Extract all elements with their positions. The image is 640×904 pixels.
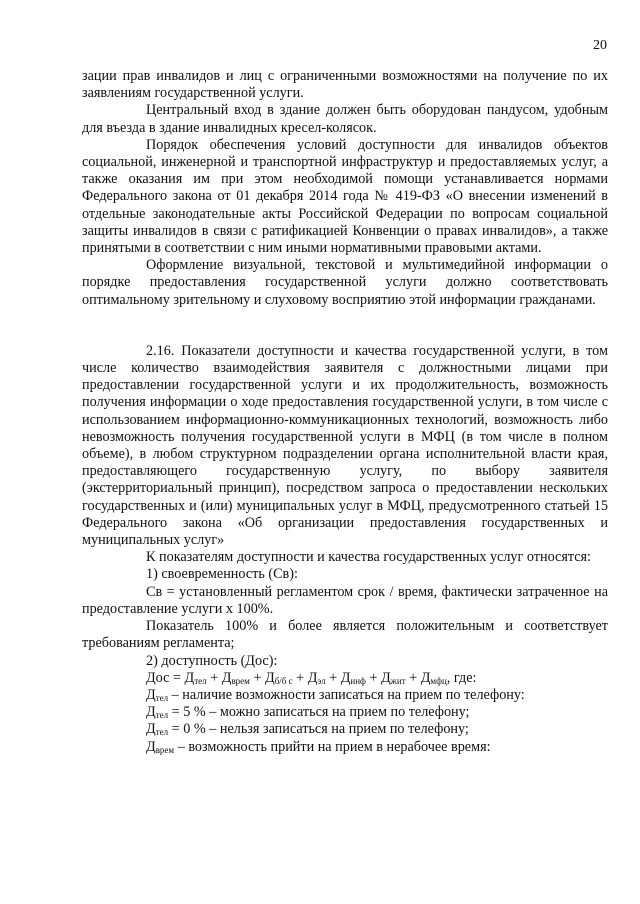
paragraph-continuation: зации прав инвалидов и лиц с ограниченными возможностями на получение по их заявлениям государственной услуги. <box>82 68 608 102</box>
paragraph-ramp: Центральный вход в здание должен быть оборудован пандусом, удобным для въезда в здание инвалидных кресел-колясок. <box>82 102 608 136</box>
list-item-timeliness: 1) своевременность (Св): <box>146 566 298 583</box>
paragraph-indicator-note: Показатель 100% и более является положительным и соответствует требованиям регламента; <box>82 618 608 652</box>
definition-dtel: $Д_{тел}$ – наличие возможности записаться на прием по телефону: <box>146 686 525 703</box>
formula-availability: Дос = $Д_{тел} + Д_{врем} + Д_{б/б с} + Д_{эл} + Д_{инф} + Д_{жит} + Д_{мфц}$, где: <box>146 669 477 686</box>
formula-timeliness: Св = установленный регламентом срок / время, фактически затраченное на предоставление услуги х 100%. <box>82 583 608 617</box>
document-body <box>82 68 608 756</box>
list-item-availability: 2) доступность (Дос): <box>146 652 278 669</box>
paragraph-accessibility-procedure: Порядок обеспечения условий доступности для инвалидов объектов социальной, инженерной и транспортной инфраструктур и предоставляемых услуг, а также оказания им при этом необходимой помощи устанавливается нормами Федерального закона от 01 декабря 2014 года № 419-ФЗ «О внесении изменений в отдельные законодательные акты Российской Федерации по вопросам социальной защиты инвалидов в связи с ратификацией Конвенции о правах инвалидов», а также принятыми в соответствии с ним иными нормативными правовыми актами. <box>82 136 608 257</box>
definition-dtel-5: $Д_{тел} = 5$ % – можно записаться на прием по телефону; <box>146 704 470 721</box>
paragraph-indicators-intro: К показателям доступности и качества государственных услуг относятся: <box>146 549 591 566</box>
paragraph-information-design: Оформление визуальной, текстовой и мультимедийной информации о порядке предоставления государственной услуги должно соответствовать оптимальному зрительному и слуховому восприятию этой информации гражданами. <box>82 257 608 308</box>
page-number: 20 <box>593 38 607 53</box>
paragraph-gap <box>82 309 608 343</box>
definition-dvrem: $Д_{врем}$ – возможность прийти на прием в нерабочее время: <box>146 738 491 755</box>
section-2-16: 2.16. Показатели доступности и качества государственной услуги, в том числе количество взаимодействия заявителя с должностными лицами при предоставлении государственной услуги и их продолжительность, возможность получения информации о ходе предоставления государственной услуги, в том числе с использованием информационно-коммуникационных технологий, возможность либо невозможность получения государственной услуги в МФЦ (в том числе в полном объеме), в любом структурном подразделении органа исполнительной власти края, предоставляющего государственную услугу, по выбору заявителя (экстерриториальный принцип), посредством запроса о предоставлении нескольких государственных и (или) муниципальных услуг в МФЦ, предусмотренного статьей 15 Федерального закона «Об организации предоставления государственных и муниципальных услуг» <box>82 342 608 549</box>
definition-dtel-0: $Д_{тел} = 0$ % – нельзя записаться на прием по телефону; <box>146 721 469 738</box>
